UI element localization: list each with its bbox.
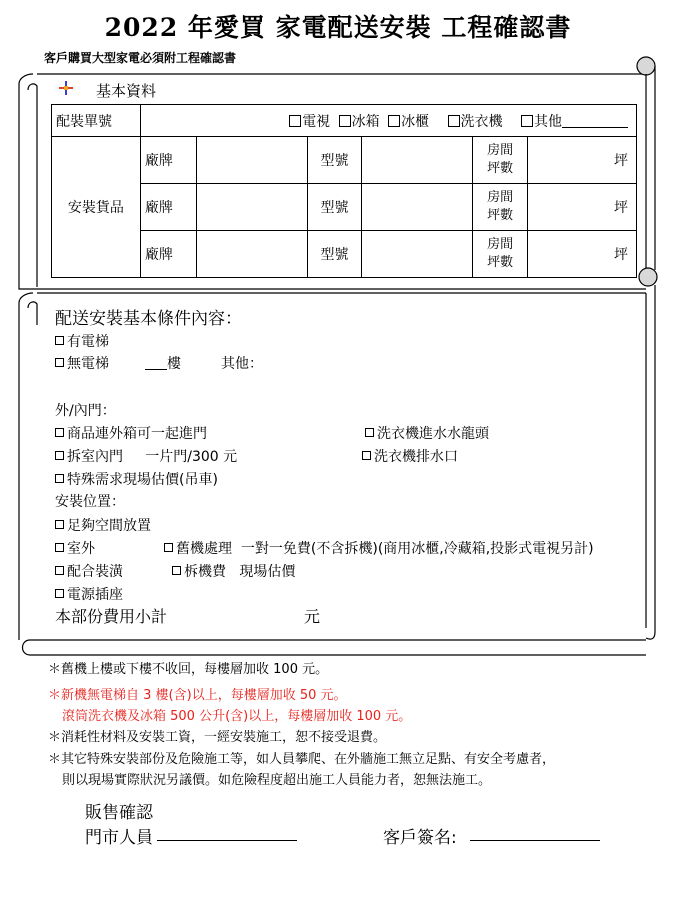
door-heading: 外/內門： [55,403,116,419]
position-heading: 安裝位置： [55,494,125,510]
subtotal-label: 本部份費用小計 [55,607,168,626]
note-3: ＊消耗性材料及安裝工資，一經安裝施工，恕不接受退費。 [48,730,387,745]
ping-field[interactable]: 坪 [528,231,637,278]
checkbox-washer[interactable]: 洗衣機 [434,114,503,130]
cross-icon [58,80,74,96]
order-row [52,105,637,137]
staff-label: 門市人員 [85,828,153,848]
position-option-outdoor[interactable]: 室外 [55,538,95,558]
ping-field[interactable]: 坪 [528,184,637,231]
staff-signature-line[interactable] [157,840,297,841]
page-subtitle: 客戶購買大型家電必須附工程確認書 [44,51,237,65]
subtotal-unit: 元 [304,607,321,626]
checkbox-tv[interactable]: 電視 [281,114,330,130]
note-2b: 滾筒洗衣機及冰箱 500 公升(含)以上，每樓層加收 100 元。 [62,709,412,724]
basic-info-heading: 基本資料 [96,82,157,100]
washer-inlet-option[interactable]: 洗衣機進水水龍頭 [365,423,489,443]
goods-label: 安裝貨品 [52,137,141,278]
brand-field[interactable] [196,184,307,231]
customer-signature-label: 客戶簽名: [383,828,457,848]
room-size-label: 房間 坪數 [473,137,528,184]
model-label: 型號 [307,137,362,184]
has-elevator-option[interactable]: 有電梯 [55,331,109,351]
old-machine-option[interactable]: 舊機處理 一對一免費(不含拆機)(商用冰櫃,冷藏箱,投影式電視另計) [164,538,594,558]
brand-label: 廠牌 [140,184,196,231]
room-size-label: 房間 坪數 [473,184,528,231]
goods-row [52,137,637,184]
checkbox-other[interactable]: 其他 [507,114,628,130]
ping-field[interactable]: 坪 [528,137,637,184]
sales-confirm-label: 販售確認 [85,803,153,823]
model-field[interactable] [362,184,473,231]
customer-signature-line[interactable] [470,840,600,841]
brand-field[interactable] [196,137,307,184]
note-4b: 則以現場實際狀況另議價。如危險程度超出施工人員能力者，恕無法施工。 [62,773,492,788]
brand-label: 廠牌 [140,231,196,278]
page-title: 2022 年愛買 家電配送安裝 工程確認書 [104,13,572,42]
model-field[interactable] [362,137,473,184]
position-option-space[interactable]: 足夠空間放置 [55,515,151,535]
position-option-decor[interactable]: 配合裝潢 [55,561,123,581]
brand-label: 廠牌 [140,137,196,184]
checkbox-freezer[interactable]: 冰櫃 [384,114,429,130]
note-1: ＊舊機上樓或下樓不收回，每樓層加收 100 元。 [48,662,329,677]
door-option-3[interactable]: 特殊需求現場估價(吊車) [55,469,218,489]
appliance-type-cell [140,105,636,137]
order-label: 配裝單號 [52,105,141,137]
position-option-power[interactable]: 電源插座 [55,584,123,604]
basic-info-table [51,104,637,278]
brand-field[interactable] [196,231,307,278]
door-option-2[interactable]: 拆室內門 一片門/300 元 [55,446,237,466]
checkbox-fridge[interactable]: 冰箱 [335,114,380,130]
note-4: ＊其它特殊安裝部份及危險施工等，如人員攀爬、在外牆施工無立足點、有安全考慮者， [48,752,556,767]
washer-drain-option[interactable]: 洗衣機排水口 [362,446,458,466]
conditions-heading: 配送安裝基本條件內容： [55,309,242,329]
note-2: ＊新機無電梯自 3 樓(含)以上，每樓層加收 50 元。 [48,688,347,703]
removal-fee-option[interactable]: 柝機費 現場估價 [172,561,295,581]
model-label: 型號 [307,184,362,231]
door-option-1[interactable]: 商品連外箱可一起進門 [55,423,207,443]
model-label: 型號 [307,231,362,278]
model-field[interactable] [362,231,473,278]
no-elevator-option[interactable]: 無電梯 樓 其他： [55,353,263,373]
room-size-label: 房間 坪數 [473,231,528,278]
